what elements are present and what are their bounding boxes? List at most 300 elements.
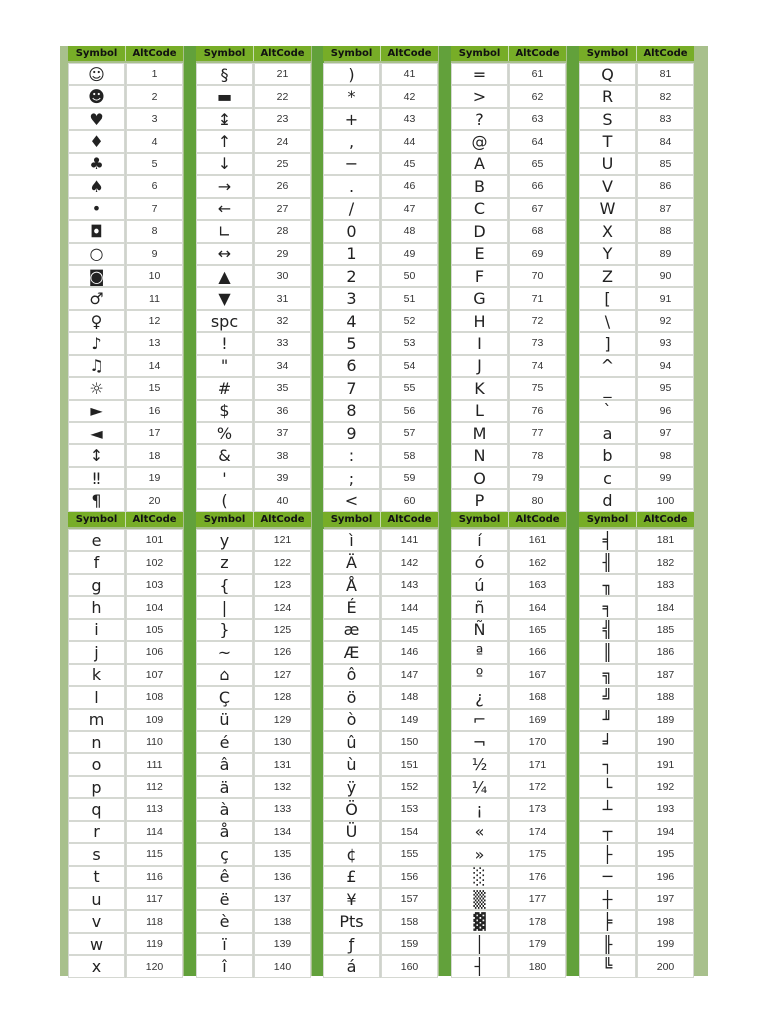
table-header xyxy=(579,512,694,527)
symbol-cell: ú xyxy=(451,574,508,596)
table-row xyxy=(323,198,438,220)
table-row xyxy=(196,866,311,888)
symbol-cell: ┼ xyxy=(579,888,636,910)
symbol-cell: x xyxy=(68,955,125,977)
symbol-cell: ⌂ xyxy=(196,664,253,686)
symbol-cell: ☼ xyxy=(68,377,125,399)
altcode-section-1 xyxy=(68,46,704,512)
table-row xyxy=(196,85,311,107)
symbol-cell: * xyxy=(323,85,380,107)
table-row xyxy=(68,551,183,573)
symbol-column-header: Symbol xyxy=(451,512,509,527)
table-row xyxy=(68,467,183,489)
table-row xyxy=(451,933,566,955)
column-group xyxy=(579,46,694,512)
altcode-cell: 91 xyxy=(637,287,694,309)
symbol-cell: ¼ xyxy=(451,776,508,798)
table-row xyxy=(579,287,694,309)
altcode-cell: 119 xyxy=(126,933,183,955)
altcode-cell: 10 xyxy=(126,265,183,287)
table-row xyxy=(579,574,694,596)
symbol-cell: ¿ xyxy=(451,686,508,708)
symbol-cell: 0 xyxy=(323,220,380,242)
table-row xyxy=(451,574,566,596)
altcode-cell: 43 xyxy=(381,108,438,130)
table-row xyxy=(579,776,694,798)
symbol-cell: d xyxy=(579,489,636,511)
column-group xyxy=(323,46,438,512)
altcode-column-header: AltCode xyxy=(132,514,177,525)
altcode-cell: 83 xyxy=(637,108,694,130)
table-row xyxy=(68,85,183,107)
altcode-cell: 79 xyxy=(509,467,566,489)
table-header xyxy=(196,46,311,61)
table-row xyxy=(196,153,311,175)
table-row xyxy=(196,400,311,422)
altcode-cell: 200 xyxy=(637,955,694,977)
altcode-cell: 30 xyxy=(254,265,311,287)
altcode-cell: 97 xyxy=(637,422,694,444)
table-row xyxy=(323,108,438,130)
altcode-cell: 114 xyxy=(126,821,183,843)
table-row xyxy=(68,888,183,910)
symbol-cell: ╛ xyxy=(579,731,636,753)
table-row xyxy=(196,310,311,332)
symbol-cell: o xyxy=(68,753,125,775)
table-row xyxy=(323,63,438,85)
table-row xyxy=(451,265,566,287)
symbol-cell: $ xyxy=(196,400,253,422)
altcode-cell: 50 xyxy=(381,265,438,287)
table-row xyxy=(579,686,694,708)
table-row xyxy=(323,220,438,242)
group-separator xyxy=(439,46,451,512)
altcode-cell: 12 xyxy=(126,310,183,332)
table-row xyxy=(579,422,694,444)
altcode-cell: 26 xyxy=(254,175,311,197)
table-row xyxy=(196,175,311,197)
altcode-cell: 130 xyxy=(254,731,311,753)
table-row xyxy=(196,821,311,843)
altcode-cell: 65 xyxy=(509,153,566,175)
symbol-cell: " xyxy=(196,355,253,377)
symbol-cell: u xyxy=(68,888,125,910)
altcode-cell: 165 xyxy=(509,619,566,641)
table-row xyxy=(579,955,694,977)
table-row xyxy=(451,529,566,551)
altcode-cell: 15 xyxy=(126,377,183,399)
altcode-cell: 133 xyxy=(254,798,311,820)
altcode-cell: 78 xyxy=(509,444,566,466)
table-row xyxy=(196,753,311,775)
altcode-cell: 191 xyxy=(637,753,694,775)
altcode-cell: 162 xyxy=(509,551,566,573)
symbol-cell: D xyxy=(451,220,508,242)
table-row xyxy=(451,153,566,175)
symbol-column-header: Symbol xyxy=(196,46,254,61)
altcode-cell: 61 xyxy=(509,63,566,85)
table-row xyxy=(451,731,566,753)
symbol-cell: ☺ xyxy=(68,63,125,85)
table-row xyxy=(323,664,438,686)
altcode-cell: 84 xyxy=(637,130,694,152)
symbol-cell: ◄ xyxy=(68,422,125,444)
symbol-cell: â xyxy=(196,753,253,775)
symbol-cell: q xyxy=(68,798,125,820)
altcode-cell: 46 xyxy=(381,175,438,197)
altcode-cell: 107 xyxy=(126,664,183,686)
table-row xyxy=(451,243,566,265)
table-row xyxy=(68,153,183,175)
altcode-cell: 168 xyxy=(509,686,566,708)
symbol-cell: ┴ xyxy=(579,798,636,820)
symbol-cell: ì xyxy=(323,529,380,551)
altcode-cell: 171 xyxy=(509,753,566,775)
table-row xyxy=(68,776,183,798)
altcode-cell: 129 xyxy=(254,709,311,731)
symbol-cell: £ xyxy=(323,866,380,888)
table-row xyxy=(323,619,438,641)
symbol-cell: • xyxy=(68,198,125,220)
symbol-cell: { xyxy=(196,574,253,596)
altcode-cell: 20 xyxy=(126,489,183,511)
table-row xyxy=(323,910,438,932)
altcode-column-header: AltCode xyxy=(515,514,560,525)
symbol-cell: » xyxy=(451,843,508,865)
altcode-cell: 126 xyxy=(254,641,311,663)
table-row xyxy=(68,243,183,265)
table-row xyxy=(196,709,311,731)
group-separator xyxy=(439,512,451,976)
table-row xyxy=(323,888,438,910)
symbol-cell: ╝ xyxy=(579,686,636,708)
table-row xyxy=(196,888,311,910)
altcode-cell: 196 xyxy=(637,866,694,888)
table-row xyxy=(68,866,183,888)
symbol-cell: z xyxy=(196,551,253,573)
altcode-cell: 66 xyxy=(509,175,566,197)
altcode-cell: 127 xyxy=(254,664,311,686)
symbol-column-header: Symbol xyxy=(323,46,381,61)
symbol-cell: ╞ xyxy=(579,910,636,932)
table-row xyxy=(451,108,566,130)
altcode-cell: 140 xyxy=(254,955,311,977)
altcode-cell: 139 xyxy=(254,933,311,955)
altcode-cell: 157 xyxy=(381,888,438,910)
altcode-cell: 14 xyxy=(126,355,183,377)
altcode-cell: 90 xyxy=(637,265,694,287)
table-row xyxy=(579,243,694,265)
altcode-cell: 8 xyxy=(126,220,183,242)
altcode-cell: 47 xyxy=(381,198,438,220)
symbol-cell: º xyxy=(451,664,508,686)
table-row xyxy=(323,529,438,551)
symbol-cell: ½ xyxy=(451,753,508,775)
table-row xyxy=(579,467,694,489)
altcode-cell: 161 xyxy=(509,529,566,551)
altcode-cell: 199 xyxy=(637,933,694,955)
altcode-cell: 22 xyxy=(254,85,311,107)
symbol-cell: W xyxy=(579,198,636,220)
symbol-cell: c xyxy=(579,467,636,489)
symbol-cell: ¡ xyxy=(451,798,508,820)
altcode-cell: 95 xyxy=(637,377,694,399)
symbol-cell: ¥ xyxy=(323,888,380,910)
symbol-cell: ï xyxy=(196,933,253,955)
altcode-cell: 25 xyxy=(254,153,311,175)
altcode-cell: 132 xyxy=(254,776,311,798)
symbol-cell: æ xyxy=(323,619,380,641)
column-group xyxy=(196,46,311,512)
table-row xyxy=(579,821,694,843)
table-row xyxy=(196,641,311,663)
table-row xyxy=(68,422,183,444)
table-row xyxy=(323,310,438,332)
symbol-cell: └ xyxy=(579,776,636,798)
altcode-cell: 167 xyxy=(509,664,566,686)
table-row xyxy=(323,243,438,265)
table-row xyxy=(68,843,183,865)
table-row xyxy=(323,753,438,775)
table-row xyxy=(579,489,694,511)
altcode-cell: 146 xyxy=(381,641,438,663)
table-row xyxy=(196,910,311,932)
altcode-cell: 151 xyxy=(381,753,438,775)
altcode-cell: 38 xyxy=(254,444,311,466)
symbol-cell: R xyxy=(579,85,636,107)
altcode-cell: 174 xyxy=(509,821,566,843)
table-row xyxy=(196,955,311,977)
table-row xyxy=(323,489,438,511)
altcode-cell: 94 xyxy=(637,355,694,377)
symbol-cell: ☻ xyxy=(68,85,125,107)
symbol-cell: ♫ xyxy=(68,355,125,377)
altcode-cell: 170 xyxy=(509,731,566,753)
symbol-cell: ò xyxy=(323,709,380,731)
symbol-cell: ♀ xyxy=(68,310,125,332)
table-row xyxy=(451,85,566,107)
symbol-cell: F xyxy=(451,265,508,287)
symbol-column-header: Symbol xyxy=(68,512,126,527)
table-row xyxy=(196,444,311,466)
symbol-cell: │ xyxy=(451,933,508,955)
table-row xyxy=(323,933,438,955)
altcode-cell: 125 xyxy=(254,619,311,641)
symbol-cell: ç xyxy=(196,843,253,865)
altcode-cell: 112 xyxy=(126,776,183,798)
altcode-column-header: AltCode xyxy=(643,48,688,59)
table-row xyxy=(323,153,438,175)
symbol-cell: Q xyxy=(579,63,636,85)
table-header xyxy=(451,512,566,527)
altcode-cell: 156 xyxy=(381,866,438,888)
altcode-cell: 115 xyxy=(126,843,183,865)
table-row xyxy=(451,287,566,309)
table-row xyxy=(68,265,183,287)
symbol-cell: ╡ xyxy=(579,529,636,551)
altcode-cell: 106 xyxy=(126,641,183,663)
altcode-cell: 19 xyxy=(126,467,183,489)
table-row xyxy=(68,529,183,551)
altcode-cell: 24 xyxy=(254,130,311,152)
altcode-cell: 109 xyxy=(126,709,183,731)
symbol-cell: ╗ xyxy=(579,664,636,686)
altcode-cell: 104 xyxy=(126,596,183,618)
symbol-cell: ╟ xyxy=(579,933,636,955)
altcode-cell: 55 xyxy=(381,377,438,399)
symbol-cell: ê xyxy=(196,866,253,888)
table-row xyxy=(323,776,438,798)
table-body xyxy=(579,529,694,978)
symbol-cell: ▒ xyxy=(451,888,508,910)
symbol-cell: ○ xyxy=(68,243,125,265)
altcode-cell: 6 xyxy=(126,175,183,197)
table-row xyxy=(451,866,566,888)
table-row xyxy=(323,130,438,152)
table-row xyxy=(68,709,183,731)
altcode-cell: 13 xyxy=(126,332,183,354)
altcode-column-header: AltCode xyxy=(132,48,177,59)
table-row xyxy=(451,821,566,843)
symbol-cell: A xyxy=(451,153,508,175)
symbol-cell: Ñ xyxy=(451,619,508,641)
symbol-cell: ║ xyxy=(579,641,636,663)
table-row xyxy=(451,175,566,197)
altcode-cell: 72 xyxy=(509,310,566,332)
symbol-cell: m xyxy=(68,709,125,731)
altcode-cell: 190 xyxy=(637,731,694,753)
altcode-cell: 44 xyxy=(381,130,438,152)
symbol-cell: ? xyxy=(451,108,508,130)
table-row xyxy=(68,198,183,220)
symbol-cell: K xyxy=(451,377,508,399)
symbol-cell: a xyxy=(579,422,636,444)
symbol-column-header: Symbol xyxy=(323,512,381,527)
symbol-cell: ─ xyxy=(579,866,636,888)
altcode-column-header: AltCode xyxy=(387,514,432,525)
table-row xyxy=(579,753,694,775)
table-row xyxy=(68,444,183,466)
altcode-cell: 32 xyxy=(254,310,311,332)
table-row xyxy=(196,265,311,287)
symbol-cell: U xyxy=(579,153,636,175)
symbol-cell: T xyxy=(579,130,636,152)
symbol-cell: J xyxy=(451,355,508,377)
table-body xyxy=(323,529,438,978)
table-row xyxy=(579,798,694,820)
symbol-cell: ↑ xyxy=(196,130,253,152)
altcode-cell: 21 xyxy=(254,63,311,85)
symbol-cell: ◘ xyxy=(68,220,125,242)
symbol-cell: E xyxy=(451,243,508,265)
altcode-cell: 60 xyxy=(381,489,438,511)
group-separator xyxy=(567,46,579,512)
symbol-cell: ö xyxy=(323,686,380,708)
altcode-cell: 135 xyxy=(254,843,311,865)
table-row xyxy=(196,198,311,220)
symbol-cell: ♂ xyxy=(68,287,125,309)
symbol-cell: X xyxy=(579,220,636,242)
table-row xyxy=(68,664,183,686)
table-row xyxy=(579,63,694,85)
altcode-cell: 75 xyxy=(509,377,566,399)
altcode-cell: 3 xyxy=(126,108,183,130)
table-row xyxy=(579,85,694,107)
altcode-cell: 153 xyxy=(381,798,438,820)
table-row xyxy=(196,664,311,686)
table-body xyxy=(68,529,183,978)
table-row xyxy=(196,731,311,753)
symbol-cell: ↕ xyxy=(68,444,125,466)
symbol-cell: 6 xyxy=(323,355,380,377)
altcode-cell: 169 xyxy=(509,709,566,731)
altcode-cell: 148 xyxy=(381,686,438,708)
symbol-cell: ô xyxy=(323,664,380,686)
column-group xyxy=(196,512,311,976)
symbol-cell: ` xyxy=(579,400,636,422)
table-row xyxy=(579,933,694,955)
altcode-cell: 92 xyxy=(637,310,694,332)
altcode-cell: 116 xyxy=(126,866,183,888)
symbol-cell: Ü xyxy=(323,821,380,843)
symbol-cell: → xyxy=(196,175,253,197)
symbol-cell: ♠ xyxy=(68,175,125,197)
symbol-cell: Ä xyxy=(323,551,380,573)
altcode-cell: 183 xyxy=(637,574,694,596)
table-row xyxy=(323,422,438,444)
symbol-cell: Z xyxy=(579,265,636,287)
symbol-cell: v xyxy=(68,910,125,932)
symbol-cell: ∟ xyxy=(196,220,253,242)
table-row xyxy=(68,955,183,977)
altcode-cell: 59 xyxy=(381,467,438,489)
symbol-cell: ╜ xyxy=(579,709,636,731)
table-row xyxy=(323,85,438,107)
table-row xyxy=(451,198,566,220)
column-group xyxy=(451,512,566,976)
altcode-cell: 159 xyxy=(381,933,438,955)
symbol-cell: G xyxy=(451,287,508,309)
altcode-cell: 89 xyxy=(637,243,694,265)
altcode-cell: 187 xyxy=(637,664,694,686)
table-row xyxy=(68,489,183,511)
altcode-cell: 144 xyxy=(381,596,438,618)
altcode-cell: 176 xyxy=(509,866,566,888)
altcode-cell: 185 xyxy=(637,619,694,641)
table-row xyxy=(579,175,694,197)
altcode-cell: 184 xyxy=(637,596,694,618)
altcode-cell: 155 xyxy=(381,843,438,865)
symbol-cell: û xyxy=(323,731,380,753)
altcode-cell: 73 xyxy=(509,332,566,354)
symbol-cell: | xyxy=(196,596,253,618)
symbol-cell: t xyxy=(68,866,125,888)
altcode-cell: 69 xyxy=(509,243,566,265)
table-row xyxy=(196,422,311,444)
altcode-cell: 188 xyxy=(637,686,694,708)
altcode-cell: 51 xyxy=(381,287,438,309)
altcode-cell: 1 xyxy=(126,63,183,85)
symbol-cell: Ç xyxy=(196,686,253,708)
symbol-cell: k xyxy=(68,664,125,686)
table-row xyxy=(196,467,311,489)
symbol-cell: ⌐ xyxy=(451,709,508,731)
altcode-cell: 134 xyxy=(254,821,311,843)
altcode-cell: 143 xyxy=(381,574,438,596)
table-row xyxy=(68,332,183,354)
table-row xyxy=(451,489,566,511)
symbol-cell: ª xyxy=(451,641,508,663)
